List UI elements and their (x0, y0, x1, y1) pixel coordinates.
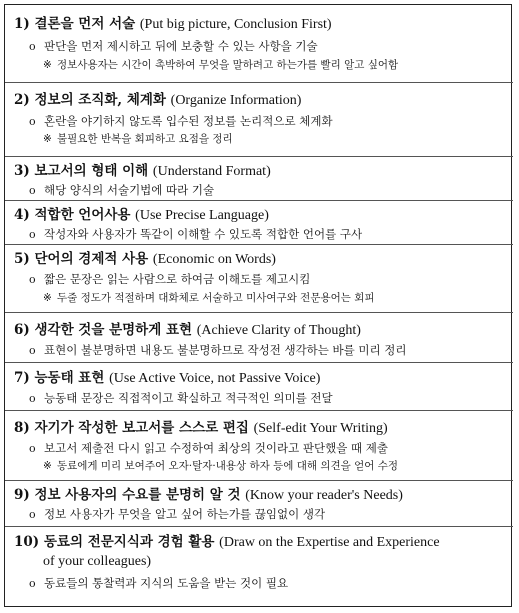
note-marker: ※ (43, 292, 52, 304)
section-title-en: (Achieve Clarity of Thought) (196, 323, 361, 338)
bullet-marker: o (29, 40, 36, 53)
section-6 (5, 313, 513, 363)
section-title-en: (Use Precise Language) (135, 208, 269, 223)
section-7 (5, 363, 513, 411)
section-3 (5, 157, 513, 201)
section-title-continuation: of your colleagues) (43, 554, 152, 569)
section-title-ko: 4) 적합한 언어사용 (14, 207, 131, 223)
section-title (14, 206, 269, 225)
section-bullet (29, 342, 407, 359)
section-bullet (29, 113, 333, 130)
section-bullet (29, 38, 318, 55)
section-title-en: (Use Active Voice, not Passive Voice) (109, 371, 321, 386)
content-box (4, 4, 512, 607)
section-title (14, 91, 301, 110)
section-title-ko: 8) 자기가 작성한 보고서를 스스로 편집 (14, 420, 249, 436)
bullet-text: 정보 사용자가 무엇을 알고 싶어 하는가를 끊임없이 생각 (44, 507, 326, 521)
bullet-text: 판단을 먼저 제시하고 뒤에 보충할 수 있는 사항을 기술 (44, 39, 318, 53)
bullet-text: 혼란을 야기하지 않도록 입수된 정보를 논리적으로 체계화 (44, 114, 333, 128)
section-bullet (29, 440, 388, 457)
section-title-ko: 2) 정보의 조직화, 체계화 (14, 92, 166, 108)
section-title-en: (Self-edit Your Writing) (253, 421, 388, 436)
bullet-text: 표현이 불분명하면 내용도 불분명하므로 작성전 생각하는 바를 미리 정리 (44, 343, 407, 357)
bullet-marker: o (29, 273, 36, 286)
section-note (43, 132, 233, 147)
section-1 (5, 5, 513, 83)
note-text: 동료에게 미리 보여주어 오자·탈자·내용상 하자 등에 대해 의견을 얻어 수정 (57, 460, 399, 472)
bullet-text: 짧은 문장은 읽는 사람으로 하여금 이해도를 제고시킴 (44, 272, 311, 286)
section-2 (5, 83, 513, 157)
section-title-ko: 3) 보고서의 형태 이해 (14, 163, 149, 179)
bullet-text: 해당 양식의 서술기법에 따라 기술 (44, 183, 215, 197)
section-bullet (29, 226, 362, 243)
section-title-ko: 5) 단어의 경제적 사용 (14, 251, 149, 267)
note-marker: ※ (43, 59, 52, 71)
section-bullet (29, 390, 333, 407)
section-8 (5, 411, 513, 481)
section-bullet (29, 506, 325, 523)
section-title-ko: 6) 생각한 것을 분명하게 표현 (14, 322, 193, 338)
bullet-marker: o (29, 115, 36, 128)
section-title-en: (Understand Format) (152, 164, 271, 179)
section-title-ko: 10) 동료의 전문지식과 경험 활용 (14, 534, 215, 550)
bullet-marker: o (29, 508, 36, 521)
section-4 (5, 201, 513, 245)
bullet-marker: o (29, 184, 36, 197)
section-title-ko: 7) 능동태 표현 (14, 370, 105, 386)
section-title-en: (Put big picture, Conclusion First) (139, 17, 332, 32)
section-note (43, 459, 398, 474)
section-9 (5, 481, 513, 527)
section-title (14, 250, 276, 269)
bullet-text: 능동태 문장은 직접적이고 확실하고 적극적인 의미를 전달 (44, 391, 333, 405)
section-title-en: (Organize Information) (170, 93, 302, 108)
note-text: 정보사용자는 시간이 촉박하여 무엇을 말하려고 하는가를 빨리 알고 싶어함 (57, 59, 399, 71)
bullet-marker: o (29, 228, 36, 241)
note-marker: ※ (43, 133, 52, 145)
section-title (14, 419, 388, 438)
section-title (14, 15, 332, 34)
bullet-marker: o (29, 442, 36, 455)
note-text: 불필요한 반복을 회피하고 요점을 정리 (57, 133, 233, 145)
section-10 (5, 527, 513, 606)
note-marker: ※ (43, 460, 52, 472)
bullet-text: 보고서 제출전 다시 읽고 수정하여 최상의 것이라고 판단했을 때 제출 (44, 441, 388, 455)
section-title-en: (Economic on Words) (152, 252, 276, 267)
section-title (14, 162, 271, 181)
bullet-marker: o (29, 392, 36, 405)
section-title (14, 369, 320, 388)
bullet-text: 동료들의 통찰력과 지식의 도움을 받는 것이 필요 (44, 576, 289, 590)
section-title-ko: 1) 결론을 먼저 서술 (14, 16, 136, 32)
bullet-marker: o (29, 577, 36, 590)
section-title-ko: 9) 정보 사용자의 수요를 분명히 알 것 (14, 487, 241, 503)
section-note (43, 291, 375, 306)
section-bullet (29, 271, 310, 288)
section-title (14, 486, 403, 505)
section-bullet (29, 575, 288, 592)
section-bullet (29, 182, 214, 199)
bullet-text: 작성자와 사용자가 똑같이 이해할 수 있도록 적합한 언어를 구사 (44, 227, 363, 241)
section-5 (5, 245, 513, 313)
section-title-en: (Know your reader's Needs) (245, 488, 403, 503)
note-text: 두줄 정도가 적절하며 대화체로 서술하고 미사여구와 전문용어는 회피 (57, 292, 375, 304)
section-note (43, 58, 398, 73)
bullet-marker: o (29, 344, 36, 357)
section-title (14, 321, 361, 340)
section-title (14, 533, 440, 552)
section-title-en: (Draw on the Expertise and Experience (219, 535, 440, 550)
